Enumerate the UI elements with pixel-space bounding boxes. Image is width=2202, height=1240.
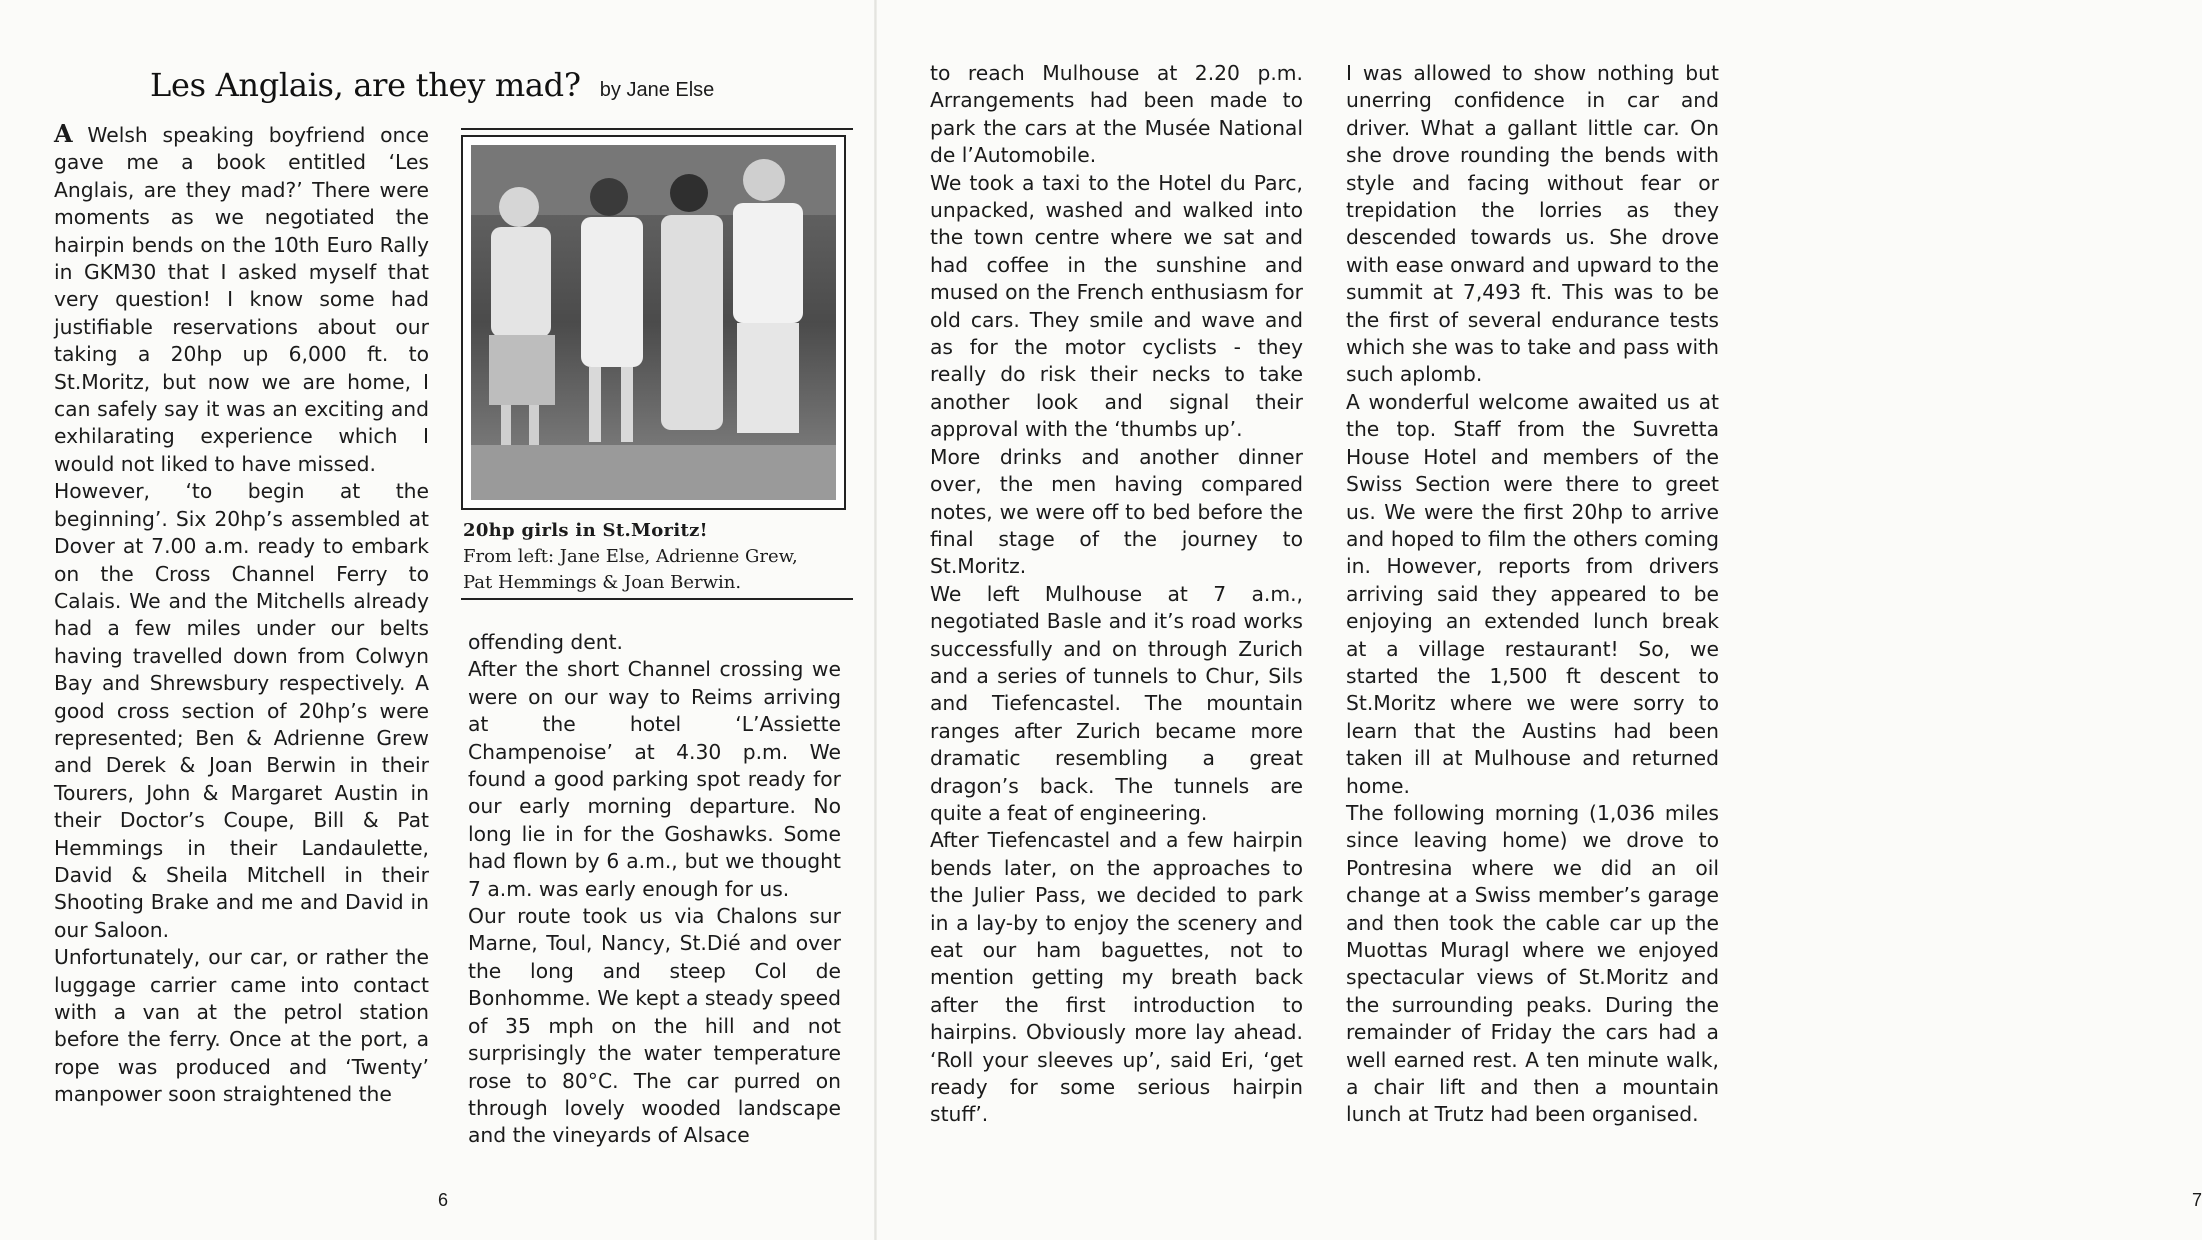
paragraph: to reach Mulhouse at 2.20 p.m. Arrangements had been made to park the cars at the Musée National de l’Automobile.: [930, 61, 1303, 168]
left-page: [0, 0, 876, 1240]
paragraph: A wonderful welcome awaited us at the top. Staff from the Suvretta House Hotel and members of the Swiss Section were there to greet us. We were the first 20hp to arrive and hoped to film the others coming in. However, reports from drivers arriving said they appeared to be enjoying an extended lunch break at a village restaurant! So, we started the 1,500 ft descent to St.Moritz where we were sorry to learn that the Austins had been taken ill at Mulhouse and returned home.: [1346, 389, 1719, 798]
photo-illustration: [471, 145, 836, 500]
caption-title: 20hp girls in St.Moritz!: [463, 520, 708, 541]
page-number-right: 7: [2192, 1190, 2202, 1210]
photo-frame: [461, 135, 846, 510]
paragraph-text: Welsh speaking boyfriend once gave me a book entitled ‘Les Anglais, are they mad?’ There were moments as we negotiated the hairpin bends on the 10th Euro Rally in GKM30 that I asked myself that very question! I know some had justifiable reservations about our taking a 20hp up 6,000 ft. to St.Moritz, but now we are home, I can safely say it was an exciting and exhilarating experience which I would not liked to have missed.: [54, 123, 429, 476]
paragraph: The following morning (1,036 miles since leaving home) we drove to Pontresina where we did an oil change at a Swiss member’s garage and then took the cable car up the Muottas Muragl where we enjoyed spectacular views of St.Moritz and the surrounding peaks. During the remainder of Friday the cars had a well earned rest. A ten minute walk, a chair lift and then a mountain lunch at Trutz had been organised.: [1346, 800, 1719, 1127]
column-1: [54, 120, 429, 1109]
caption-line: From left: Jane Else, Adrienne Grew,: [463, 546, 798, 567]
paragraph: Unfortunately, our car, or rather the luggage carrier came into contact with a van at the petrol station before the ferry. Once at the port, a rope was produced and ‘Twenty’ manpower soon straightened the: [54, 945, 429, 1107]
article-byline: by Jane Else: [599, 79, 715, 101]
paragraph: offending dent.: [468, 630, 624, 654]
photo-top-rule: [461, 128, 853, 130]
paragraph: We took a taxi to the Hotel du Parc, unpacked, washed and walked into the town centre where we sat and had coffee in the sunshine and mused on the French enthusiasm for old cars. They smile and wave and as for the motor cyclists - they really do risk their necks to take another look and signal their approval with the ‘thumbs up’.: [930, 170, 1303, 442]
photo-caption: [463, 518, 855, 596]
paragraph: Our route took us via Chalons sur Marne, Toul, Nancy, St.Dié and over the long and steep Col de Bonhomme. We kept a steady speed of 35 mph on the hill and not surprisingly the water temperature rose to 80°C. The car purred on through lovely wooded landscape and the vineyards of Alsace: [468, 904, 841, 1148]
paragraph: However, ‘to begin at the beginning’. Six 20hp’s assembled at Dover at 7.00 a.m. ready to embark on the Cross Channel Ferry to Calais. We and the Mitchells already had a few miles under our belts having travelled down from Colwyn Bay and Shrewsbury respectively. A good cross section of 20hp’s were represented; Ben & Adrienne Grew and Derek & Joan Berwin in their Tourers, John & Margaret Austin in their Doctor’s Coupe, Bill & Pat Hemmings in their Landaulette, David & Sheila Mitchell in their Shooting Brake and me and David in our Saloon.: [54, 479, 429, 942]
article-title-block: [150, 66, 714, 104]
right-page: [876, 0, 2202, 1240]
page-number-left: 6: [438, 1190, 449, 1210]
caption-line: Pat Hemmings & Joan Berwin.: [463, 572, 742, 593]
caption-bottom-rule: [461, 598, 853, 600]
paragraph: After the short Channel crossing we were on our way to Reims arriving at the hotel ‘L’Assiette Champenoise’ at 4.30 p.m. We found a good parking spot ready for our early morning departure. No long lie in for the Goshawks. Some had flown by 6 a.m., but we thought 7 a.m. was early enough for us.: [468, 657, 841, 901]
column-2: [468, 629, 841, 1150]
paragraph: We left Mulhouse at 7 a.m., negotiated Basle and it’s road works successfully and on through Zurich and a series of tunnels to Chur, Sils and Tiefencastel. The mountain ranges after Zurich became more dramatic resembling a great dragon’s back. The tunnels are quite a feat of engineering.: [930, 581, 1303, 825]
paragraph: After Tiefencastel and a few hairpin bends later, on the approaches to the Julier Pass, we decided to park in a lay-by to enjoy the scenery and eat our ham baguettes, not to mention getting my breath back after the first introduction to hairpins. Obviously more lay ahead. ‘Roll your sleeves up’, said Eri, ‘get ready for some serious hairpin stuff’.: [930, 828, 1303, 1127]
paragraph: [54, 120, 429, 478]
paragraph: I was allowed to show nothing but unerring confidence in car and driver. What a gallant little car. On she drove rounding the bends with style and facing without fear or trepidation the lorries as they descended towards us. She drove with ease onward and upward to the summit at 7,493 ft. This was to be the first of several endurance tests which she was to take and pass with such aplomb.: [1346, 61, 1719, 387]
article-title: Les Anglais, are they mad?: [150, 66, 581, 104]
drop-cap: A: [54, 119, 73, 148]
group-photo: [471, 145, 836, 500]
paragraph: More drinks and another dinner over, the men having compared notes, we were off to bed before the final stage of the journey to St.Moritz.: [930, 444, 1303, 579]
column-4: [1346, 60, 1719, 1129]
column-3: [930, 60, 1303, 1129]
